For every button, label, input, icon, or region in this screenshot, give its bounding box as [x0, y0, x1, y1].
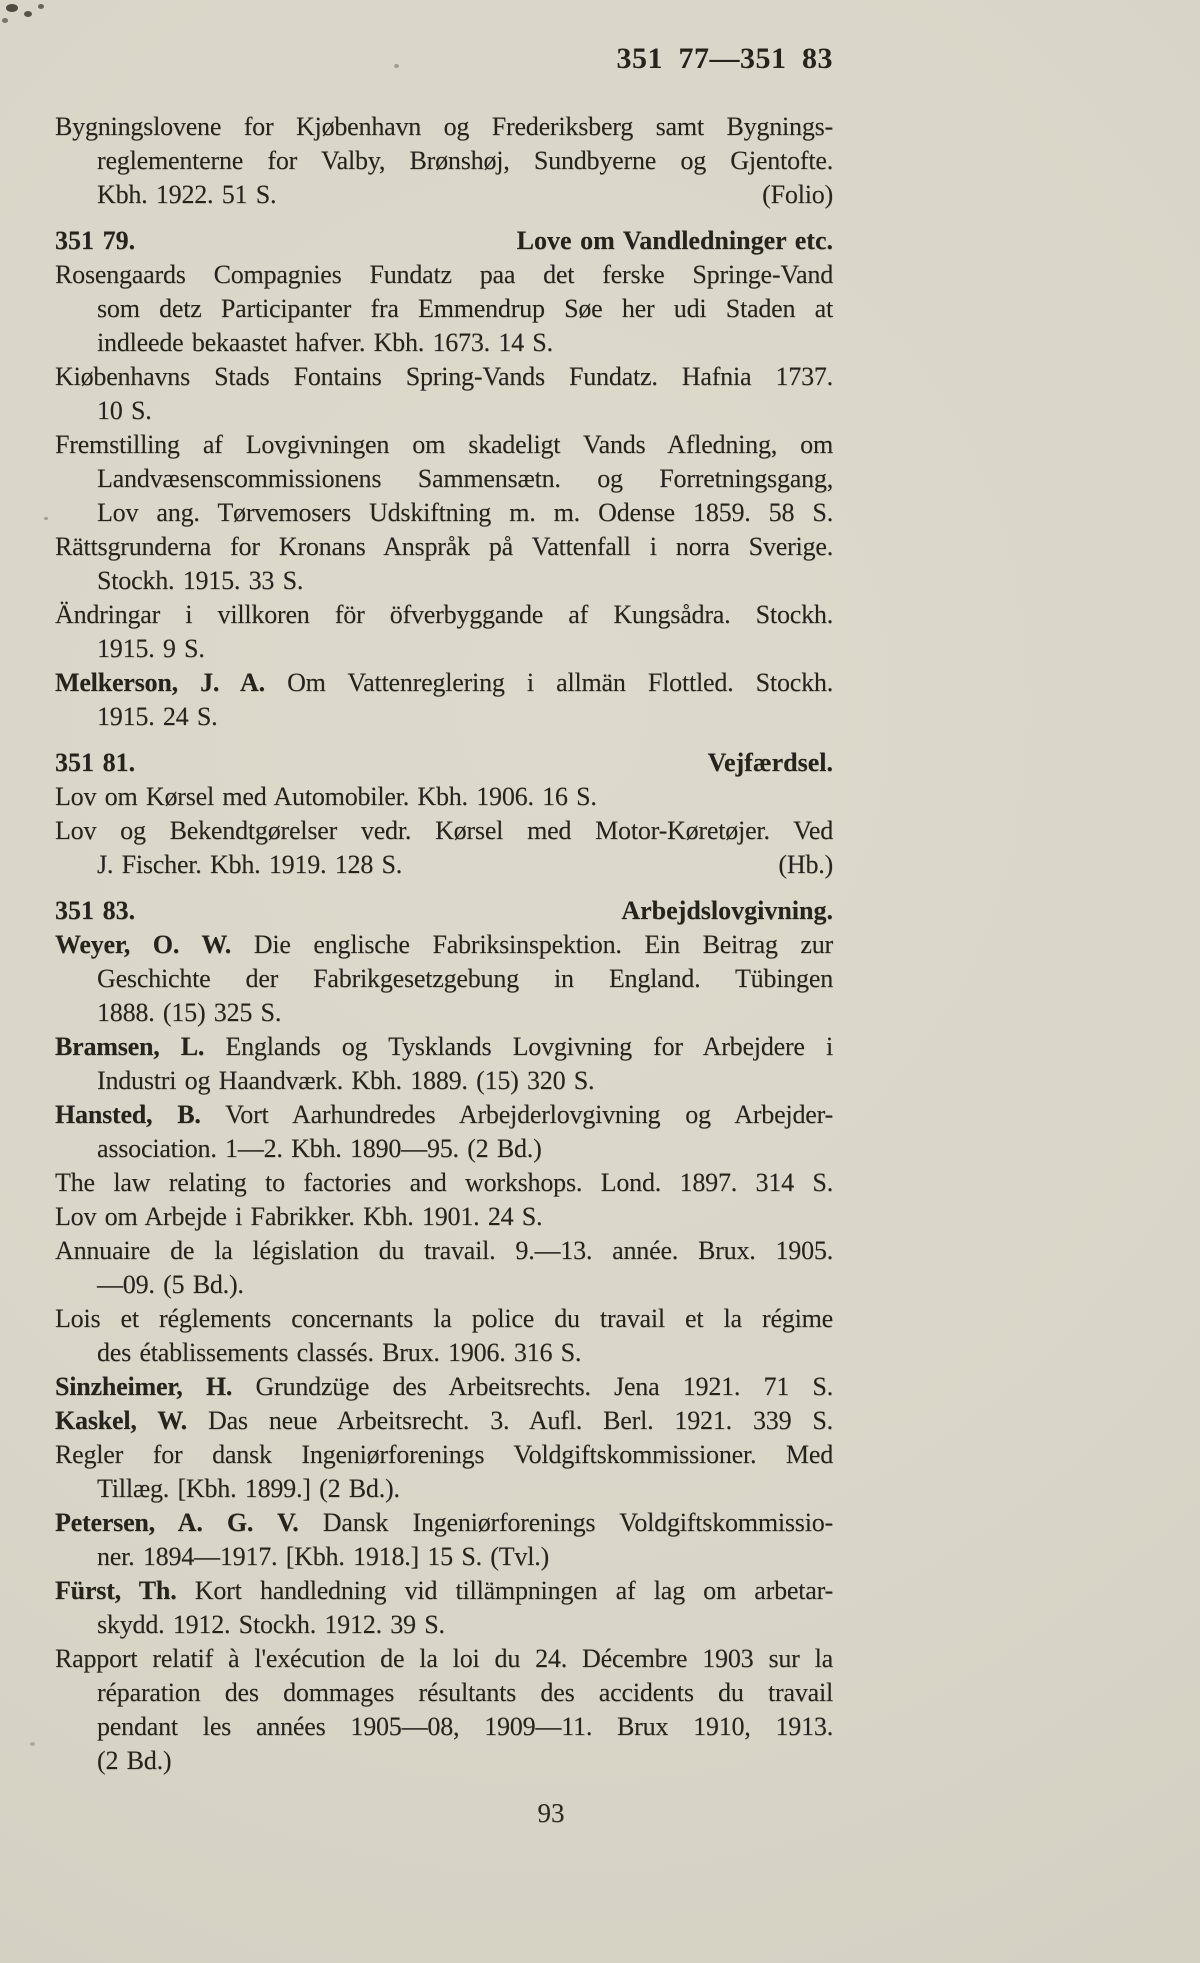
- entry-line: [55, 1438, 833, 1472]
- entry-line: [55, 848, 833, 882]
- entry-line: [55, 110, 833, 144]
- line-right-text: (Hb.): [778, 850, 833, 879]
- ink-speck: [6, 4, 18, 12]
- section-number: 351 81.: [55, 748, 136, 777]
- entry-line: [55, 1200, 833, 1234]
- ink-speck: [44, 517, 48, 520]
- line-text: Bygningslovene for Kjøbenhavn og Frederiksberg samt Bygnings-: [55, 112, 833, 141]
- line-text: Rättsgrunderna for Kronans Anspråk på Vattenfall i norra Sverige.: [55, 532, 833, 561]
- line-text: indleede bekaastet hafver. Kbh. 1673. 14 S.: [97, 328, 553, 357]
- ink-speck: [2, 18, 8, 23]
- entry-line: [55, 814, 833, 848]
- line-text: Das neue Arbeitsrecht. 3. Aufl. Berl. 1921. 339 S.: [186, 1406, 833, 1435]
- entry-line: [55, 780, 833, 814]
- line-text: J. Fischer. Kbh. 1919. 128 S.: [97, 850, 403, 879]
- entry-line: [55, 962, 833, 996]
- entry-line: [55, 1098, 833, 1132]
- entry-line: [55, 1608, 833, 1642]
- entry-line: [55, 144, 833, 178]
- line-text: des établissements classés. Brux. 1906. 316 S.: [97, 1338, 582, 1367]
- entry-line: [55, 1540, 833, 1574]
- line-text: Englands og Tysklands Lovgivning for Arbejdere i: [204, 1032, 833, 1061]
- line-text: Tillæg. [Kbh. 1899.] (2 Bd.).: [97, 1474, 400, 1503]
- entry-line: [55, 1302, 833, 1336]
- entry-line: [55, 1064, 833, 1098]
- entry-line: [55, 496, 833, 530]
- line-text: Annuaire de la législation du travail. 9.—13. année. Brux. 1905.: [55, 1236, 833, 1265]
- entry-line: [55, 326, 833, 360]
- entry-line: [55, 1710, 833, 1744]
- line-text: Vort Aarhundredes Arbejderlovgivning og Arbejder-: [200, 1100, 833, 1129]
- line-text: The law relating to factories and workshops. Lond. 1897. 314 S.: [55, 1168, 833, 1197]
- page-number: 93: [537, 1798, 565, 1828]
- entry-line: [55, 1268, 833, 1302]
- line-text: Lov ang. Tørvemosers Udskiftning m. m. Odense 1859. 58 S.: [97, 498, 833, 527]
- entry-line: [55, 1574, 833, 1608]
- entry-line: [55, 1744, 833, 1778]
- line-text: Landvæsenscommissionens Sammensætn. og Forretningsgang,: [97, 464, 833, 493]
- line-text: Industri og Haandværk. Kbh. 1889. (15) 320 S.: [97, 1066, 595, 1095]
- entry-line: [55, 632, 833, 666]
- line-text: ner. 1894—1917. [Kbh. 1918.] 15 S. (Tvl.): [97, 1542, 550, 1571]
- entry-line: [55, 598, 833, 632]
- entry-line: [55, 1642, 833, 1676]
- line-text: Lov om Arbejde i Fabrikker. Kbh. 1901. 24 S.: [55, 1202, 543, 1231]
- section-heading: [55, 894, 833, 928]
- line-text: Regler for dansk Ingeniørforenings Voldgiftskommissioner. Med: [55, 1440, 833, 1469]
- text-block: [55, 110, 833, 1778]
- entry-line: [55, 1506, 833, 1540]
- line-text: Lois et réglements concernants la police du travail et la régime: [55, 1304, 833, 1333]
- line-text: som detz Participanter fra Emmendrup Søe her udi Staden at: [97, 294, 833, 323]
- line-text: Grundzüge des Arbeitsrechts. Jena 1921. 71 S.: [232, 1372, 833, 1401]
- line-text: Die englische Fabriksinspektion. Ein Beitrag zur: [231, 930, 833, 959]
- line-text: 1915. 24 S.: [97, 702, 218, 731]
- entry-line: [55, 700, 833, 734]
- entry-line: [55, 1370, 833, 1404]
- entry-line: [55, 1234, 833, 1268]
- text-column: [55, 42, 833, 1778]
- author-name: Melkerson, J. A.: [55, 668, 265, 697]
- entry-line: [55, 1336, 833, 1370]
- line-text: 1888. (15) 325 S.: [97, 998, 282, 1027]
- line-text: Om Vattenreglering i allmän Flottled. Stockh.: [264, 668, 833, 697]
- entry-line: [55, 394, 833, 428]
- section-title: Love om Vandledninger etc.: [516, 226, 833, 255]
- line-text: Rosengaards Compagnies Fundatz paa det ferske Springe-Vand: [55, 260, 833, 289]
- entry-line: [55, 1404, 833, 1438]
- line-text: Lov om Kørsel med Automobiler. Kbh. 1906. 16 S.: [55, 782, 597, 811]
- line-text: Stockh. 1915. 33 S.: [97, 566, 304, 595]
- line-right-text: (Folio): [762, 180, 833, 209]
- line-text: Kbh. 1922. 51 S.: [97, 180, 277, 209]
- line-text: 10 S.: [97, 396, 152, 425]
- section-heading: [55, 746, 833, 780]
- entry-line: [55, 360, 833, 394]
- author-name: Sinzheimer, H.: [55, 1372, 233, 1401]
- line-text: Kiøbenhavns Stads Fontains Spring-Vands Fundatz. Hafnia 1737.: [55, 362, 833, 391]
- page-header-range: 351 77—351 83: [616, 42, 833, 75]
- entry-line: [55, 1030, 833, 1064]
- entry-line: [55, 1166, 833, 1200]
- line-text: Lov og Bekendtgørelser vedr. Kørsel med Motor-Køretøjer. Ved: [55, 816, 833, 845]
- entry-line: [55, 666, 833, 700]
- section-title: Vejfærdsel.: [707, 748, 833, 777]
- entry-line: [55, 564, 833, 598]
- line-text: réparation des dommages résultants des accidents du travail: [97, 1678, 833, 1707]
- ink-speck: [24, 11, 32, 17]
- line-text: Dansk Ingeniørforenings Voldgiftskommissio-: [298, 1508, 833, 1537]
- line-text: reglementerne for Valby, Brønshøj, Sundbyerne og Gjentofte.: [97, 146, 833, 175]
- section-number: 351 83.: [55, 896, 136, 925]
- line-text: Fremstilling af Lovgivningen om skadeligt Vands Afledning, om: [55, 430, 833, 459]
- author-name: Bramsen, L.: [55, 1032, 205, 1061]
- line-text: Geschichte der Fabrikgesetzgebung in England. Tübingen: [97, 964, 833, 993]
- author-name: Petersen, A. G. V.: [55, 1508, 299, 1537]
- line-text: Rapport relatif à l'exécution de la loi du 24. Décembre 1903 sur la: [55, 1644, 833, 1673]
- entry-line: [55, 530, 833, 564]
- entry-line: [55, 428, 833, 462]
- line-text: pendant les années 1905—08, 1909—11. Brux 1910, 1913.: [97, 1712, 833, 1741]
- entry-line: [55, 462, 833, 496]
- entry-line: [55, 1472, 833, 1506]
- entry-line: [55, 928, 833, 962]
- entry-line: [55, 996, 833, 1030]
- entry-line: [55, 1132, 833, 1166]
- line-text: Kort handledning vid tillämpningen af lag om arbetar-: [176, 1576, 834, 1605]
- entry-line: [55, 258, 833, 292]
- section-heading: [55, 224, 833, 258]
- line-text: 1915. 9 S.: [97, 634, 205, 663]
- author-name: Fürst, Th.: [55, 1576, 177, 1605]
- author-name: Hansted, B.: [55, 1100, 201, 1129]
- line-text: (2 Bd.): [97, 1746, 172, 1775]
- line-text: association. 1—2. Kbh. 1890—95. (2 Bd.): [97, 1134, 542, 1163]
- entry-line: [55, 1676, 833, 1710]
- line-text: —09. (5 Bd.).: [97, 1270, 244, 1299]
- section-title: Arbejdslovgivning.: [621, 896, 833, 925]
- line-text: Ändringar i villkoren för öfverbyggande af Kungsådra. Stockh.: [55, 600, 833, 629]
- section-number: 351 79.: [55, 226, 136, 255]
- entry-line: [55, 292, 833, 326]
- ink-speck: [30, 1742, 35, 1746]
- ink-speck: [38, 4, 44, 9]
- entry-line: [55, 178, 833, 212]
- author-name: Weyer, O. W.: [55, 930, 232, 959]
- line-text: skydd. 1912. Stockh. 1912. 39 S.: [97, 1610, 445, 1639]
- author-name: Kaskel, W.: [55, 1406, 187, 1435]
